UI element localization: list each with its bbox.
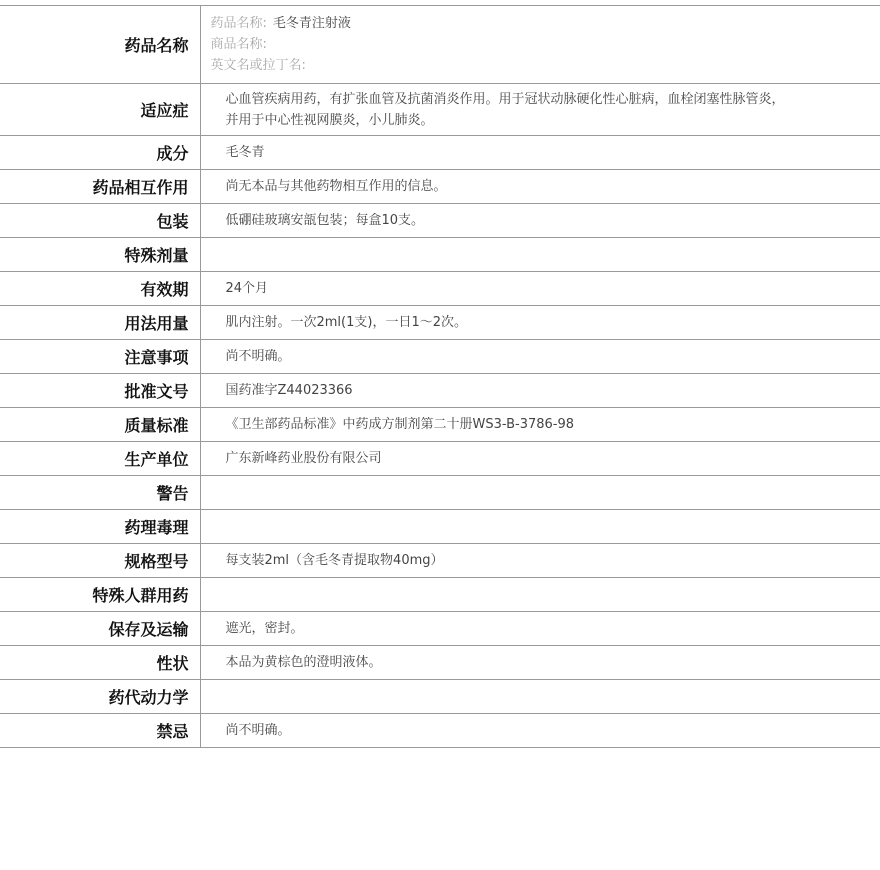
table-row	[0, 272, 880, 306]
table-row	[0, 136, 880, 170]
row-label: 规格型号	[0, 544, 200, 578]
table-row	[0, 612, 880, 646]
table-row	[0, 306, 880, 340]
table-row	[0, 340, 880, 374]
row-label: 性状	[0, 646, 200, 680]
row-label: 药品相互作用	[0, 170, 200, 204]
row-value	[200, 476, 880, 510]
row-label: 禁忌	[0, 714, 200, 748]
row-value: 心血管疾病用药，有扩张血管及抗菌消炎作用。用于冠状动脉硬化性心脏病，血栓闭塞性脉管炎，并用于中心性视网膜炎，小儿肺炎。	[200, 84, 880, 136]
table-row	[0, 646, 880, 680]
table-row	[0, 408, 880, 442]
row-value: 尚不明确。	[200, 340, 880, 374]
row-value: 低硼硅玻璃安瓿包装；每盒10支。	[200, 204, 880, 238]
row-label: 质量标准	[0, 408, 200, 442]
english-name-key: 英文名或拉丁名:	[210, 58, 306, 73]
table-row	[0, 510, 880, 544]
row-value	[200, 238, 880, 272]
row-value: 尚无本品与其他药物相互作用的信息。	[200, 170, 880, 204]
trade-name-key: 商品名称:	[210, 37, 267, 52]
row-label: 特殊剂量	[0, 238, 200, 272]
row-value	[200, 510, 880, 544]
row-value: 遮光，密封。	[200, 612, 880, 646]
row-label: 批准文号	[0, 374, 200, 408]
row-value: 本品为黄棕色的澄明液体。	[200, 646, 880, 680]
drug-info-table	[0, 5, 880, 748]
drug-info-sheet	[0, 5, 880, 748]
row-value: 尚不明确。	[200, 714, 880, 748]
table-row	[0, 170, 880, 204]
generic-name-key: 药品名称:	[210, 16, 267, 31]
english-name-line	[211, 55, 791, 76]
row-label: 特殊人群用药	[0, 578, 200, 612]
table-row	[0, 238, 880, 272]
row-value	[200, 578, 880, 612]
table-row	[0, 680, 880, 714]
row-value: 《卫生部药品标准》中药成方制剂第二十册WS3-B-3786-98	[200, 408, 880, 442]
table-row	[0, 204, 880, 238]
row-label: 有效期	[0, 272, 200, 306]
table-row	[0, 578, 880, 612]
row-label: 警告	[0, 476, 200, 510]
row-label: 注意事项	[0, 340, 200, 374]
row-label: 适应症	[0, 84, 200, 136]
table-row	[0, 476, 880, 510]
row-value: 广东新峰药业股份有限公司	[200, 442, 880, 476]
row-value: 每支装2ml（含毛冬青提取物40mg）	[200, 544, 880, 578]
row-value: 毛冬青	[200, 136, 880, 170]
row-value	[200, 680, 880, 714]
row-label: 药理毒理	[0, 510, 200, 544]
drug-name-block	[200, 6, 880, 84]
table-row	[0, 544, 880, 578]
table-row	[0, 374, 880, 408]
row-value: 肌内注射。一次2ml(1支)，一日1～2次。	[200, 306, 880, 340]
table-row	[0, 442, 880, 476]
row-value: 24个月	[200, 272, 880, 306]
row-label: 包装	[0, 204, 200, 238]
row-label: 生产单位	[0, 442, 200, 476]
row-value: 国药准字Z44023366	[200, 374, 880, 408]
row-label: 成分	[0, 136, 200, 170]
trade-name-line	[211, 34, 791, 55]
table-row	[0, 714, 880, 748]
row-label: 药代动力学	[0, 680, 200, 714]
row-label: 药品名称	[0, 6, 200, 84]
generic-name-line	[211, 13, 791, 34]
row-label: 用法用量	[0, 306, 200, 340]
generic-name-value: 毛冬青注射液	[272, 16, 351, 31]
row-label: 保存及运输	[0, 612, 200, 646]
table-row-drug-name	[0, 6, 880, 84]
table-row-indications	[0, 84, 880, 136]
